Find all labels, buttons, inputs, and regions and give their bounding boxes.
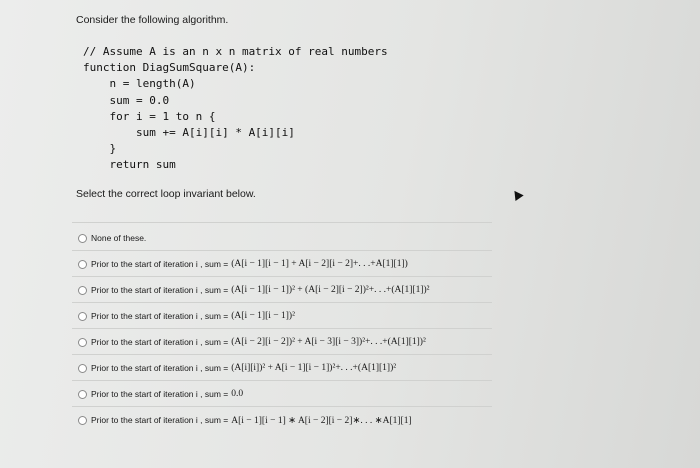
radio-button[interactable] (78, 312, 87, 321)
radio-button[interactable] (78, 364, 87, 373)
code-line: n = length(A) (83, 77, 196, 91)
answer-option-7[interactable] (78, 385, 243, 403)
divider (72, 250, 492, 251)
radio-button[interactable] (78, 338, 87, 347)
option-label: Prior to the start of iteration i , sum = (91, 311, 229, 321)
option-formula: (A[i − 1][i − 1] + A[i − 2][i − 2]+. . .+A[1][1]) (231, 259, 408, 269)
radio-button[interactable] (78, 234, 87, 243)
code-block (83, 44, 388, 174)
option-label: Prior to the start of iteration i , sum = (91, 337, 229, 347)
divider (72, 222, 492, 223)
option-formula: 0.0 (231, 389, 244, 399)
mouse-cursor-icon (510, 188, 523, 201)
code-line: } (83, 142, 117, 156)
option-label: Prior to the start of iteration i , sum = (91, 415, 229, 425)
option-formula: (A[i − 1][i − 1])² (231, 311, 295, 321)
option-label: None of these. (91, 233, 147, 243)
answer-option-8[interactable] (78, 411, 412, 429)
code-line: sum = 0.0 (83, 93, 170, 107)
answer-option-6[interactable] (78, 359, 396, 377)
option-label: Prior to the start of iteration i , sum = (91, 363, 229, 373)
code-line: return sum (83, 158, 176, 172)
code-line: // Assume A is an n x n matrix of real numbers (83, 45, 388, 58)
answer-option-2[interactable] (78, 255, 408, 273)
option-formula: A[i − 1][i − 1] ∗ A[i − 2][i − 2]∗. . . ∗A[1][1] (231, 415, 412, 426)
radio-button[interactable] (78, 286, 87, 295)
answer-option-3[interactable] (78, 281, 430, 299)
code-line: sum += A[i][i] * A[i][i] (83, 126, 295, 140)
divider (72, 276, 492, 277)
divider (72, 328, 492, 329)
radio-button[interactable] (78, 416, 87, 425)
option-label: Prior to the start of iteration i , sum = (91, 285, 229, 295)
answer-option-1[interactable] (78, 229, 149, 247)
answer-option-5[interactable] (78, 333, 426, 351)
divider (72, 354, 492, 355)
question-text: Consider the following algorithm. (76, 14, 229, 26)
option-label: Prior to the start of iteration i , sum = (91, 259, 229, 269)
radio-button[interactable] (78, 260, 87, 269)
radio-button[interactable] (78, 390, 87, 399)
code-line: for i = 1 to n { (83, 109, 216, 123)
prompt-text: Select the correct loop invariant below. (76, 188, 256, 200)
option-formula: (A[i − 1][i − 1])² + (A[i − 2][i − 2])²+. . .+(A[1][1])² (231, 285, 430, 295)
option-label: Prior to the start of iteration i , sum = (91, 389, 229, 399)
divider (72, 302, 492, 303)
answer-option-4[interactable] (78, 307, 295, 325)
option-formula: (A[i − 2][i − 2])² + A[i − 3][i − 3])²+. . .+(A[1][1])² (231, 337, 426, 347)
divider (72, 380, 492, 381)
code-line: function DiagSumSquare(A): (83, 61, 256, 75)
option-formula: (A[i][i])² + A[i − 1][i − 1])²+. . .+(A[1][1])² (231, 363, 397, 373)
divider (72, 406, 492, 407)
